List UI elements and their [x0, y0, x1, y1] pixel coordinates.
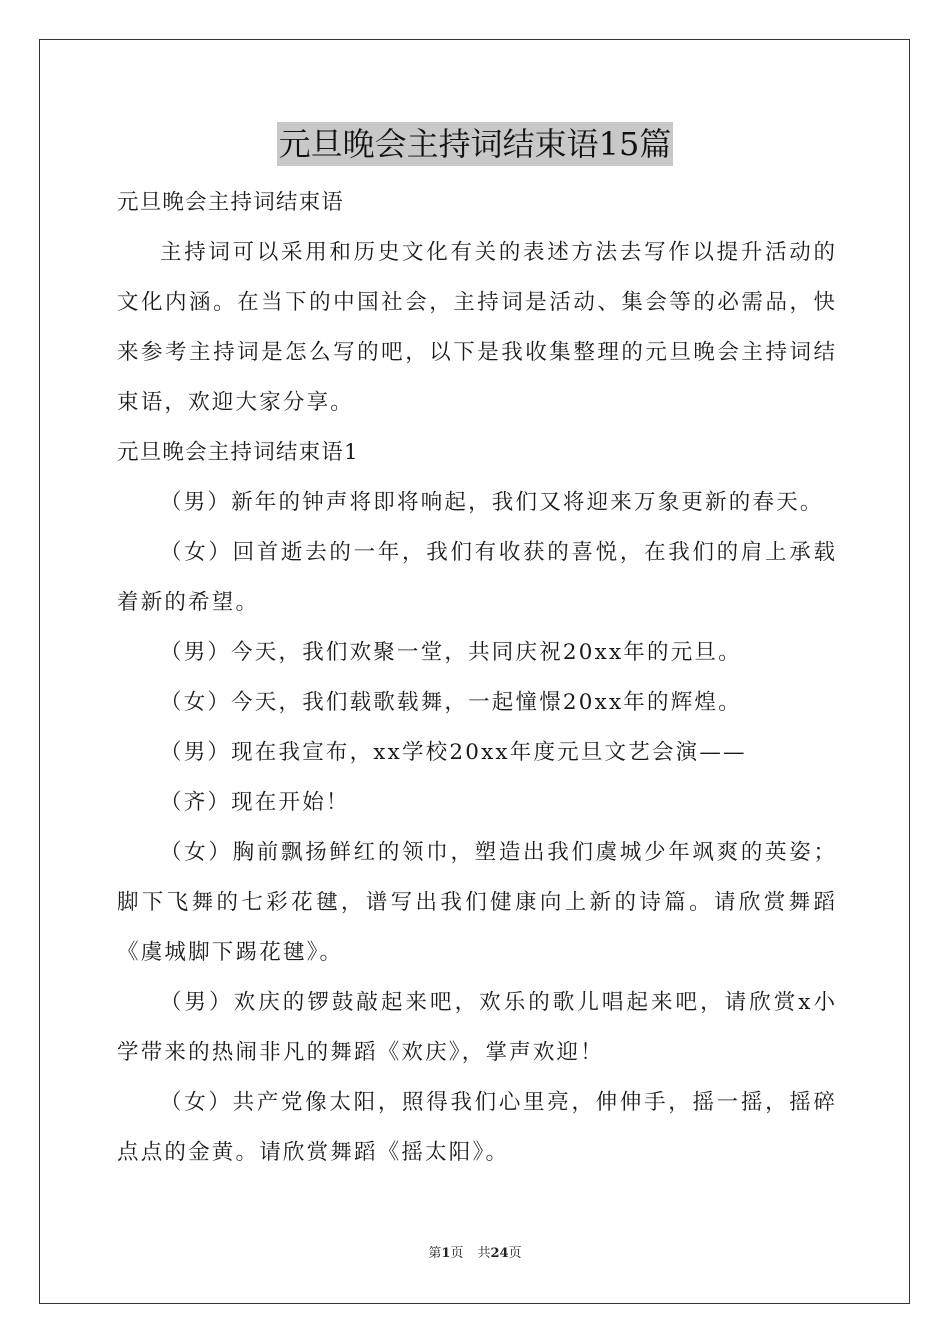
- text-line: 束语，欢迎大家分享。: [117, 390, 355, 415]
- text-line: （男）欢庆的锣鼓敲起来吧，欢乐的歌儿唱起来吧，请欣赏x小: [160, 990, 835, 1015]
- total-prefix: 共: [477, 1246, 491, 1261]
- section-heading: 元旦晚会主持词结束语1: [117, 440, 359, 465]
- text-line: 学带来的热闹非凡的舞蹈《欢庆》，掌声欢迎！: [117, 1040, 604, 1065]
- text-line: （女）共产党像太阳，照得我们心里亮，伸伸手，摇一摇，摇碎: [160, 1090, 835, 1115]
- document-body: [117, 178, 835, 1178]
- page-footer: [0, 1245, 950, 1263]
- text-line: 《虞城脚下踢花毽》。: [117, 940, 344, 965]
- text-line: 着新的希望。: [117, 590, 260, 615]
- text-line: 文化内涵。在当下的中国社会，主持词是活动、集会等的必需品，快: [117, 290, 835, 315]
- text-line: 来参考主持词是怎么写的吧，以下是我收集整理的元旦晚会主持词结: [117, 340, 835, 365]
- text-line: （齐）现在开始！: [160, 790, 350, 815]
- text-line: （女）今天，我们载歌载舞，一起憧憬20xx年的辉煌。: [160, 690, 742, 715]
- page-prefix: 第: [428, 1246, 442, 1261]
- page-suffix: 页: [450, 1246, 464, 1261]
- text-line: （男）新年的钟声将即将响起，我们又将迎来万象更新的春天。: [160, 490, 824, 515]
- text-line: 脚下飞舞的七彩花毽，谱写出我们健康向上新的诗篇。请欣赏舞蹈: [117, 890, 835, 915]
- title-container: [0, 122, 950, 166]
- section-heading: 元旦晚会主持词结束语: [117, 190, 345, 215]
- text-line: 点点的金黄。请欣赏舞蹈《摇太阳》。: [117, 1140, 510, 1165]
- text-line: 主持词可以采用和历史文化有关的表述方法去写作以提升活动的: [160, 240, 835, 265]
- text-line: （女）胸前飘扬鲜红的领巾，塑造出我们虞城少年飒爽的英姿；: [160, 840, 835, 865]
- total-pages: 24: [490, 1246, 509, 1261]
- text-line: （男）今天，我们欢聚一堂，共同庆祝20xx年的元旦。: [160, 640, 742, 665]
- document-title: 元旦晚会主持词结束语15篇: [277, 122, 674, 166]
- page-number: 1: [441, 1246, 451, 1261]
- total-suffix: 页: [508, 1246, 522, 1261]
- text-line: （女）回首逝去的一年，我们有收获的喜悦，在我们的肩上承载: [160, 540, 835, 565]
- text-line: （男）现在我宣布，xx学校20xx年度元旦文艺会演——: [160, 740, 747, 765]
